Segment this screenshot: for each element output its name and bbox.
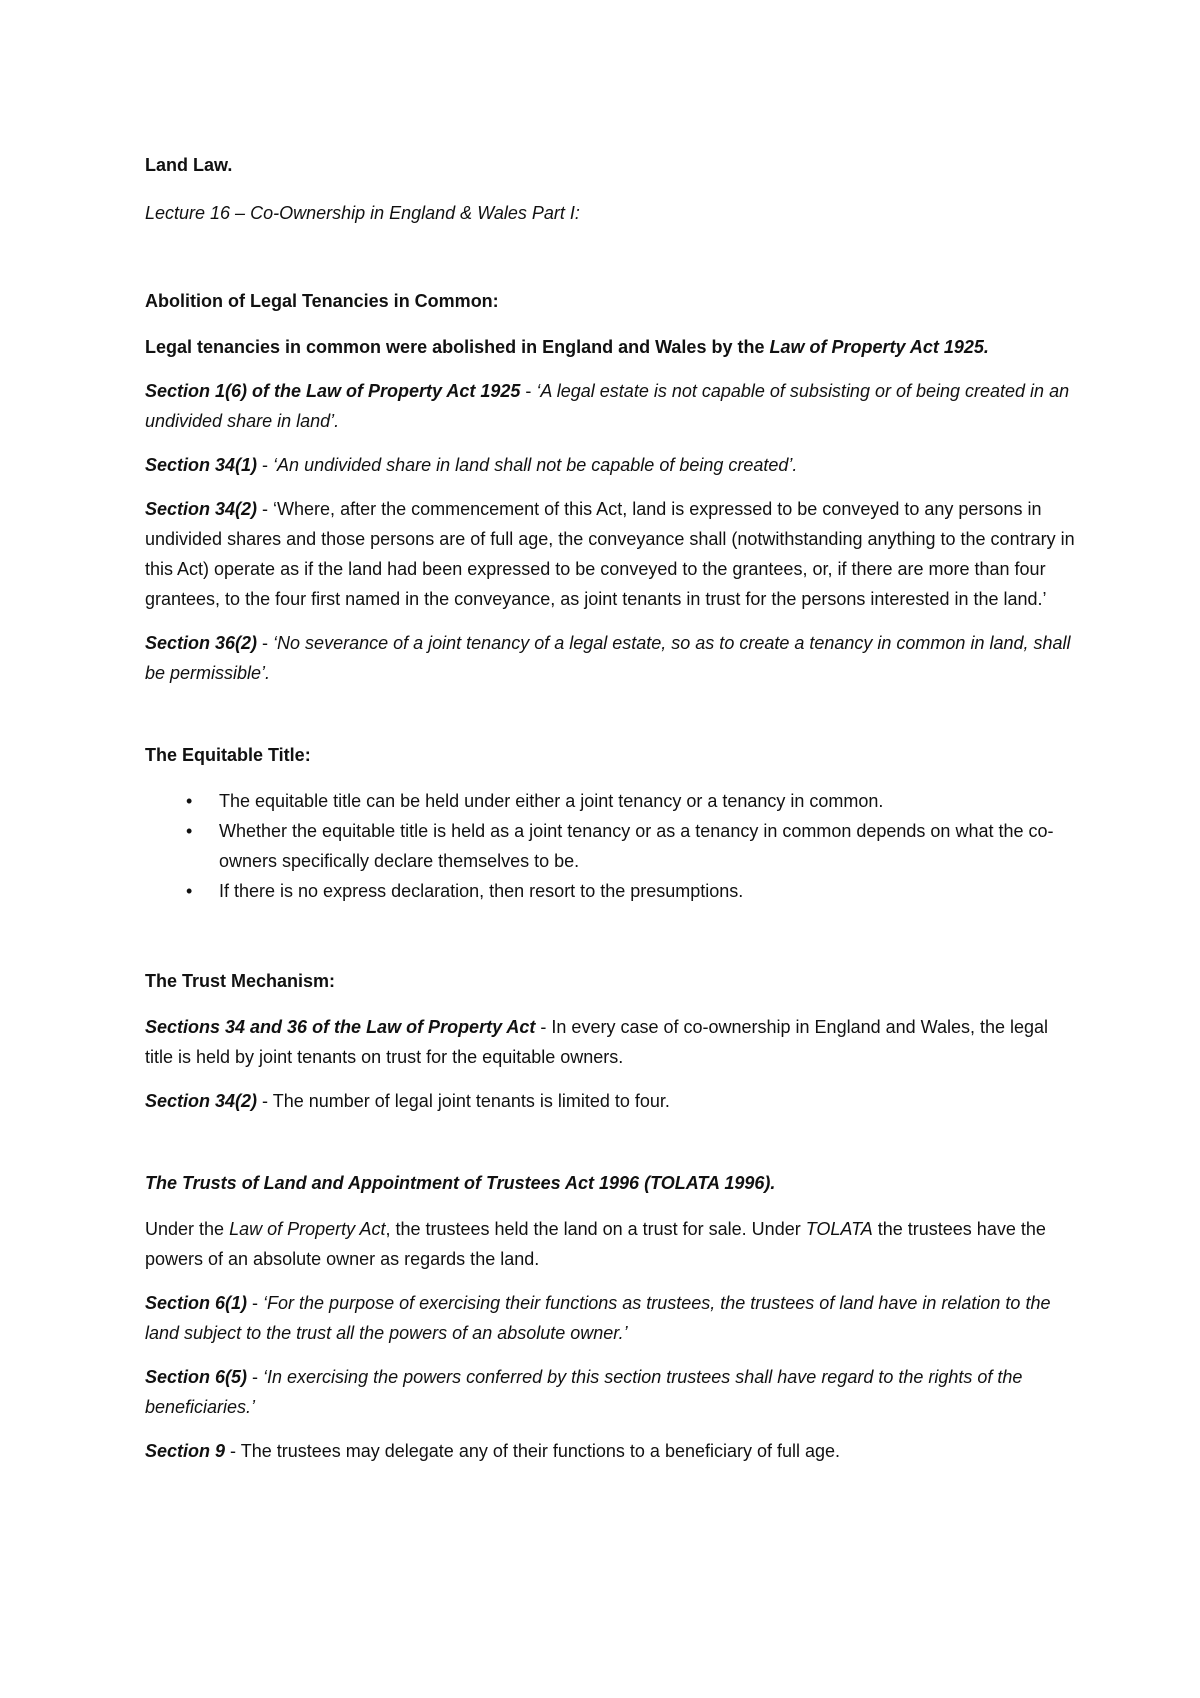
section-reference: Section 9 <box>145 1441 226 1461</box>
lecture-title: Lecture 16 – Co-Ownership in England & Wales Part I: <box>145 203 580 223</box>
bullet-icon: • <box>186 881 193 901</box>
section-heading-abolition: Abolition of Legal Tenancies in Common: <box>145 291 499 311</box>
section-reference: Section 34(1) <box>145 455 258 475</box>
intro-text: Under the <box>145 1219 230 1239</box>
statute-quote <box>145 1288 1080 1348</box>
section-reference: Section 36(2) <box>145 633 258 653</box>
separator: - <box>535 1017 552 1037</box>
document-page <box>145 150 1080 1480</box>
quote-text: ‘Where, after the commencement of this Act, land is expressed to be conveyed to any persons in undivided shares and those persons are of full age, the conveyance shall (notwithstanding anything to the contrary in this Act) operate as if the land had been expressed to be conveyed to the grantees, or, if there are more than four grantees, to the four first named in the conveyance, as joint tenants in trust for the persons interested in the land.’ <box>145 499 1075 609</box>
abolition-intro-text: Legal tenancies in common were abolished in England and Wales by the <box>145 337 770 357</box>
separator: - <box>257 633 274 653</box>
act-name: TOLATA <box>805 1219 873 1239</box>
separator: - <box>520 381 537 401</box>
quote-text: ‘In exercising the powers conferred by this section trustees shall have regard to the rights of the beneficiaries.’ <box>145 1367 1023 1417</box>
statute-quote <box>145 1362 1080 1422</box>
separator: - <box>247 1367 264 1387</box>
section-reference: Sections 34 and 36 of the Law of Property Act <box>145 1017 536 1037</box>
abolition-intro <box>145 332 1080 362</box>
act-name: Law of Property Act 1925. <box>769 337 989 357</box>
bullet-icon: • <box>186 791 193 811</box>
section-heading-tolata: The Trusts of Land and Appointment of Trustees Act 1996 (TOLATA 1996). <box>145 1173 776 1193</box>
section-reference: Section 34(2) <box>145 1091 258 1111</box>
list-item-text: The equitable title can be held under either a joint tenancy or a tenancy in common. <box>219 791 884 811</box>
list-item-text: If there is no express declaration, then resort to the presumptions. <box>219 881 744 901</box>
intro-text: the trustees have the powers of an absolute owner as regards the land. <box>145 1219 1046 1269</box>
document-title: Land Law. <box>145 155 233 175</box>
list-item <box>145 876 1080 906</box>
statute-quote <box>145 376 1080 436</box>
quote-text: ‘No severance of a joint tenancy of a legal estate, so as to create a tenancy in common in land, shall be permissible’. <box>145 633 1071 683</box>
quote-text: ‘An undivided share in land shall not be capable of being created’. <box>273 455 798 475</box>
separator: - <box>257 499 274 519</box>
note-text: In every case of co-ownership in England and Wales, the legal title is held by joint tenants on trust for the equitable owners. <box>145 1017 1049 1067</box>
list-item-text: Whether the equitable title is held as a joint tenancy or as a tenancy in common depends on what the co-owners specifically declare themselves to be. <box>219 821 1054 871</box>
bullet-icon: • <box>186 821 193 841</box>
statute-note <box>145 1436 1080 1466</box>
section-heading-trust-mechanism: The Trust Mechanism: <box>145 971 336 991</box>
statute-note <box>145 1012 1080 1072</box>
section-reference: Section 6(5) <box>145 1367 248 1387</box>
section-reference: Section 1(6) of the Law of Property Act 1925 <box>145 381 521 401</box>
list-item <box>145 816 1080 876</box>
quote-text: ‘A legal estate is not capable of subsisting or of being created in an undivided share in land’. <box>145 381 1070 431</box>
note-text: The number of legal joint tenants is limited to four. <box>272 1091 670 1111</box>
statute-note <box>145 1086 1080 1116</box>
separator: - <box>225 1441 241 1461</box>
statute-quote <box>145 628 1080 688</box>
act-name: Law of Property Act <box>229 1219 386 1239</box>
statute-quote <box>145 494 1080 614</box>
tolata-intro <box>145 1214 1080 1274</box>
statute-quote <box>145 450 1080 480</box>
list-item <box>145 786 1080 816</box>
quote-text: ‘For the purpose of exercising their functions as trustees, the trustees of land have in relation to the land subject to the trust all the powers of an absolute owner.’ <box>145 1293 1051 1343</box>
bullet-list <box>145 786 1080 906</box>
section-heading-equitable-title: The Equitable Title: <box>145 745 311 765</box>
section-reference: Section 6(1) <box>145 1293 248 1313</box>
separator: - <box>257 455 274 475</box>
note-text: The trustees may delegate any of their functions to a beneficiary of full age. <box>240 1441 841 1461</box>
intro-text: , the trustees held the land on a trust for sale. Under <box>385 1219 806 1239</box>
section-reference: Section 34(2) <box>145 499 258 519</box>
separator: - <box>257 1091 273 1111</box>
separator: - <box>247 1293 264 1313</box>
